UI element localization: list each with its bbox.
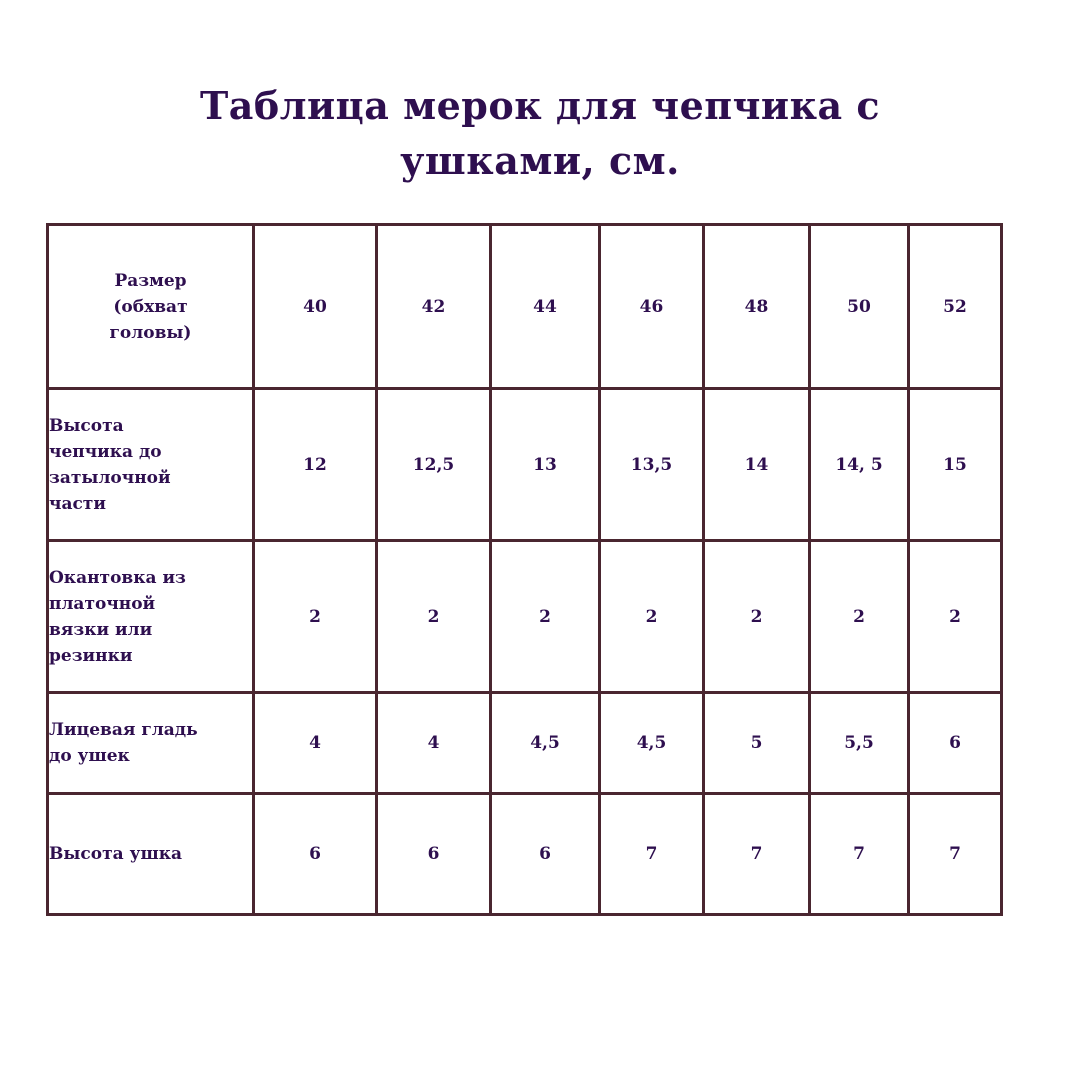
row-header-line: платочной (49, 593, 156, 614)
value-cell: 14, 5 (810, 389, 909, 541)
value-cell: 6 (909, 693, 1002, 794)
measurements-table (46, 223, 1003, 916)
size-cell: 42 (377, 225, 491, 389)
value-cell: 4 (254, 693, 377, 794)
value-cell: 14 (704, 389, 810, 541)
row-header-line: до ушек (49, 746, 130, 766)
size-cell: 52 (909, 225, 1002, 389)
size-cell: 46 (600, 225, 704, 389)
size-cell: 48 (704, 225, 810, 389)
value-cell: 7 (704, 794, 810, 915)
value-cell: 2 (254, 541, 377, 693)
row-header-size (48, 225, 254, 389)
row-header-line: Высота (49, 415, 124, 436)
value-cell: 6 (254, 794, 377, 915)
row-header-line: Высота ушка (49, 844, 183, 864)
row-header-ear-height (48, 794, 254, 915)
title-line-2: ушками, см. (400, 138, 680, 183)
value-cell: 13 (491, 389, 600, 541)
table-row (48, 389, 1002, 541)
row-header-line: Окантовка из (49, 567, 186, 588)
value-cell: 2 (377, 541, 491, 693)
row-header-line: резинки (49, 645, 133, 666)
row-header-line: Размер (114, 270, 187, 291)
value-cell: 2 (909, 541, 1002, 693)
value-cell: 5,5 (810, 693, 909, 794)
table-row (48, 794, 1002, 915)
value-cell: 4,5 (491, 693, 600, 794)
value-cell: 5 (704, 693, 810, 794)
value-cell: 4,5 (600, 693, 704, 794)
value-cell: 12,5 (377, 389, 491, 541)
value-cell: 6 (491, 794, 600, 915)
page-title (140, 78, 940, 188)
value-cell: 2 (491, 541, 600, 693)
row-header-line: (обхват (113, 296, 188, 317)
row-header-edging (48, 541, 254, 693)
value-cell: 7 (600, 794, 704, 915)
row-header-line: головы) (109, 322, 192, 343)
value-cell: 13,5 (600, 389, 704, 541)
table-row (48, 693, 1002, 794)
size-cell: 50 (810, 225, 909, 389)
value-cell: 7 (909, 794, 1002, 915)
table-row (48, 541, 1002, 693)
value-cell: 4 (377, 693, 491, 794)
value-cell: 2 (704, 541, 810, 693)
value-cell: 2 (810, 541, 909, 693)
value-cell: 2 (600, 541, 704, 693)
value-cell: 12 (254, 389, 377, 541)
row-header-line: затылочной (49, 467, 171, 488)
row-header-line: Лицевая гладь (49, 720, 198, 740)
row-header-stockinette (48, 693, 254, 794)
row-header-line: чепчика до (49, 441, 162, 462)
value-cell: 15 (909, 389, 1002, 541)
title-line-1: Таблица мерок для чепчика с (199, 83, 881, 128)
row-header-cap-height (48, 389, 254, 541)
value-cell: 6 (377, 794, 491, 915)
table-header-row (48, 225, 1002, 389)
size-cell: 40 (254, 225, 377, 389)
row-header-line: части (49, 493, 106, 514)
value-cell: 7 (810, 794, 909, 915)
size-cell: 44 (491, 225, 600, 389)
row-header-line: вязки или (49, 619, 153, 640)
